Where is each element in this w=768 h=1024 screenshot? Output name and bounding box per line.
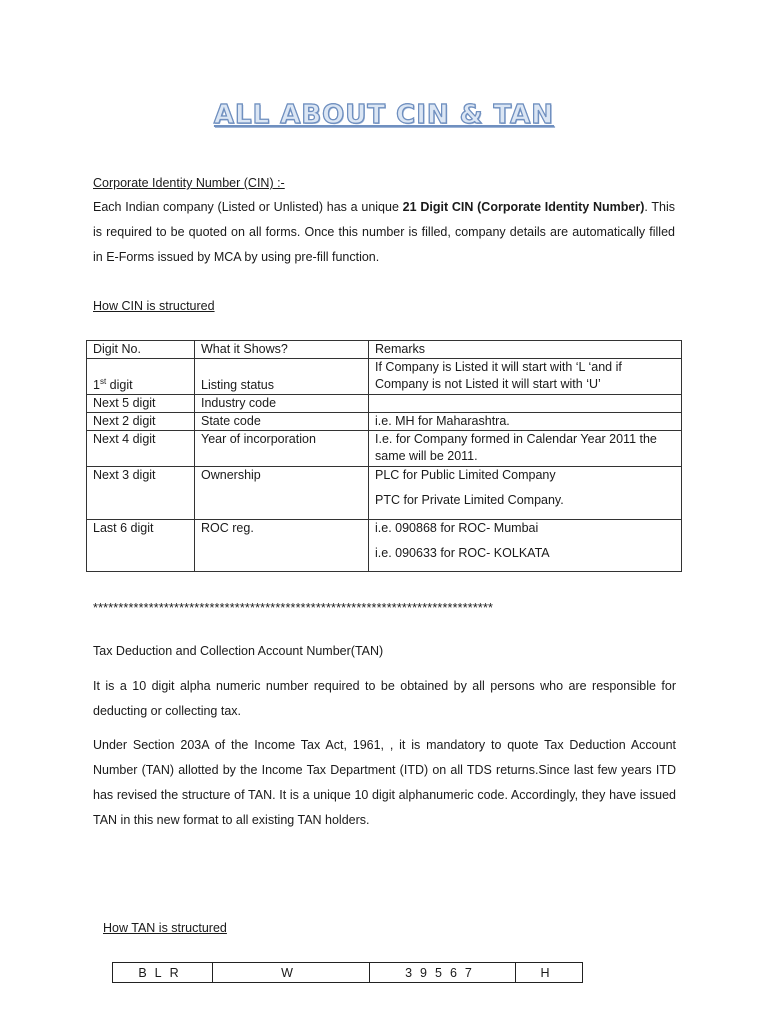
cin-para-part1: Each Indian company (Listed or Unlisted) has a unique <box>93 200 403 214</box>
table-row <box>87 520 682 572</box>
table-row <box>87 431 682 467</box>
row-remarks <box>369 467 682 520</box>
row-digit: Next 3 digit <box>87 467 195 520</box>
row-shows: Ownership <box>195 467 369 520</box>
tan-segment-initial: W <box>213 963 370 983</box>
separator-line: ******************************************************************************* <box>93 601 494 615</box>
row-remarks: i.e. MH for Maharashtra. <box>369 413 682 431</box>
remark-line: PLC for Public Limited Company <box>375 468 556 482</box>
row-digit: Next 5 digit <box>87 395 195 413</box>
row-shows: ROC reg. <box>195 520 369 572</box>
remark-line: PTC for Private Limited Company. <box>375 493 564 507</box>
cin-paragraph <box>93 195 675 270</box>
row-shows: Industry code <box>195 395 369 413</box>
tan-paragraph-2: Under Section 203A of the Income Tax Act, 1961, , it is mandatory to quote Tax Deduction Account Number (TAN) allotted by the Income Tax Department (ITD) on all TDS returns.Since last few years ITD has revised the structure of TAN. It is a unique 10 digit alphanumeric code. Accordingly, they have issued TAN in this new format to all existing TAN holders. <box>93 738 676 827</box>
tan-segment-number: 39567 <box>370 963 516 983</box>
cin-structure-heading: How CIN is structured <box>93 299 215 313</box>
digit-suffix: digit <box>106 378 133 392</box>
row-digit: Next 4 digit <box>87 431 195 467</box>
tan-structure-table <box>112 962 583 983</box>
table-row <box>87 395 682 413</box>
header-shows: What it Shows? <box>195 341 369 359</box>
table-row <box>87 359 682 395</box>
row-remarks <box>369 520 682 572</box>
remark-line: i.e. 090868 for ROC- Mumbai <box>375 521 539 535</box>
tan-paragraph-1: It is a 10 digit alpha numeric number required to be obtained by all persons who are responsible for deducting or collecting tax. <box>93 679 676 718</box>
table-row <box>113 963 583 983</box>
header-digit: Digit No. <box>87 341 195 359</box>
digit-number: 1 <box>93 378 100 392</box>
row-remarks: I.e. for Company formed in Calendar Year 2011 the same will be 2011. <box>369 431 682 467</box>
table-header-row <box>87 341 682 359</box>
tan-segment-city: BLR <box>113 963 213 983</box>
table-row <box>87 413 682 431</box>
row-shows: Listing status <box>195 359 369 395</box>
tan-structure-heading: How TAN is structured <box>103 921 227 935</box>
cin-para-bold: 21 Digit CIN (Corporate Identity Number) <box>402 200 645 214</box>
tan-heading: Tax Deduction and Collection Account Number(TAN) <box>93 644 384 658</box>
row-digit <box>87 359 195 395</box>
header-remarks: Remarks <box>369 341 682 359</box>
row-remarks <box>369 395 682 413</box>
cin-structure-table <box>86 340 682 572</box>
page-title: ALL ABOUT CIN & TAN <box>213 100 555 130</box>
row-digit: Next 2 digit <box>87 413 195 431</box>
row-shows: Year of incorporation <box>195 431 369 467</box>
row-remarks: If Company is Listed it will start with ‘L ‘and if Company is not Listed it will start with ‘U’ <box>369 359 682 395</box>
digit-superscript: st <box>99 376 107 386</box>
tan-segment-check: H <box>516 963 583 983</box>
cin-heading: Corporate Identity Number (CIN) :- <box>93 176 285 190</box>
cin-para-part2: . This is required to be quoted on all forms. Once this number is filled, company details are automatically filled in E-Forms issued by MCA by using pre-fill function. <box>93 200 676 264</box>
table-row <box>87 467 682 520</box>
remark-line: i.e. 090633 for ROC- KOLKATA <box>375 546 550 560</box>
row-digit: Last 6 digit <box>87 520 195 572</box>
row-shows: State code <box>195 413 369 431</box>
